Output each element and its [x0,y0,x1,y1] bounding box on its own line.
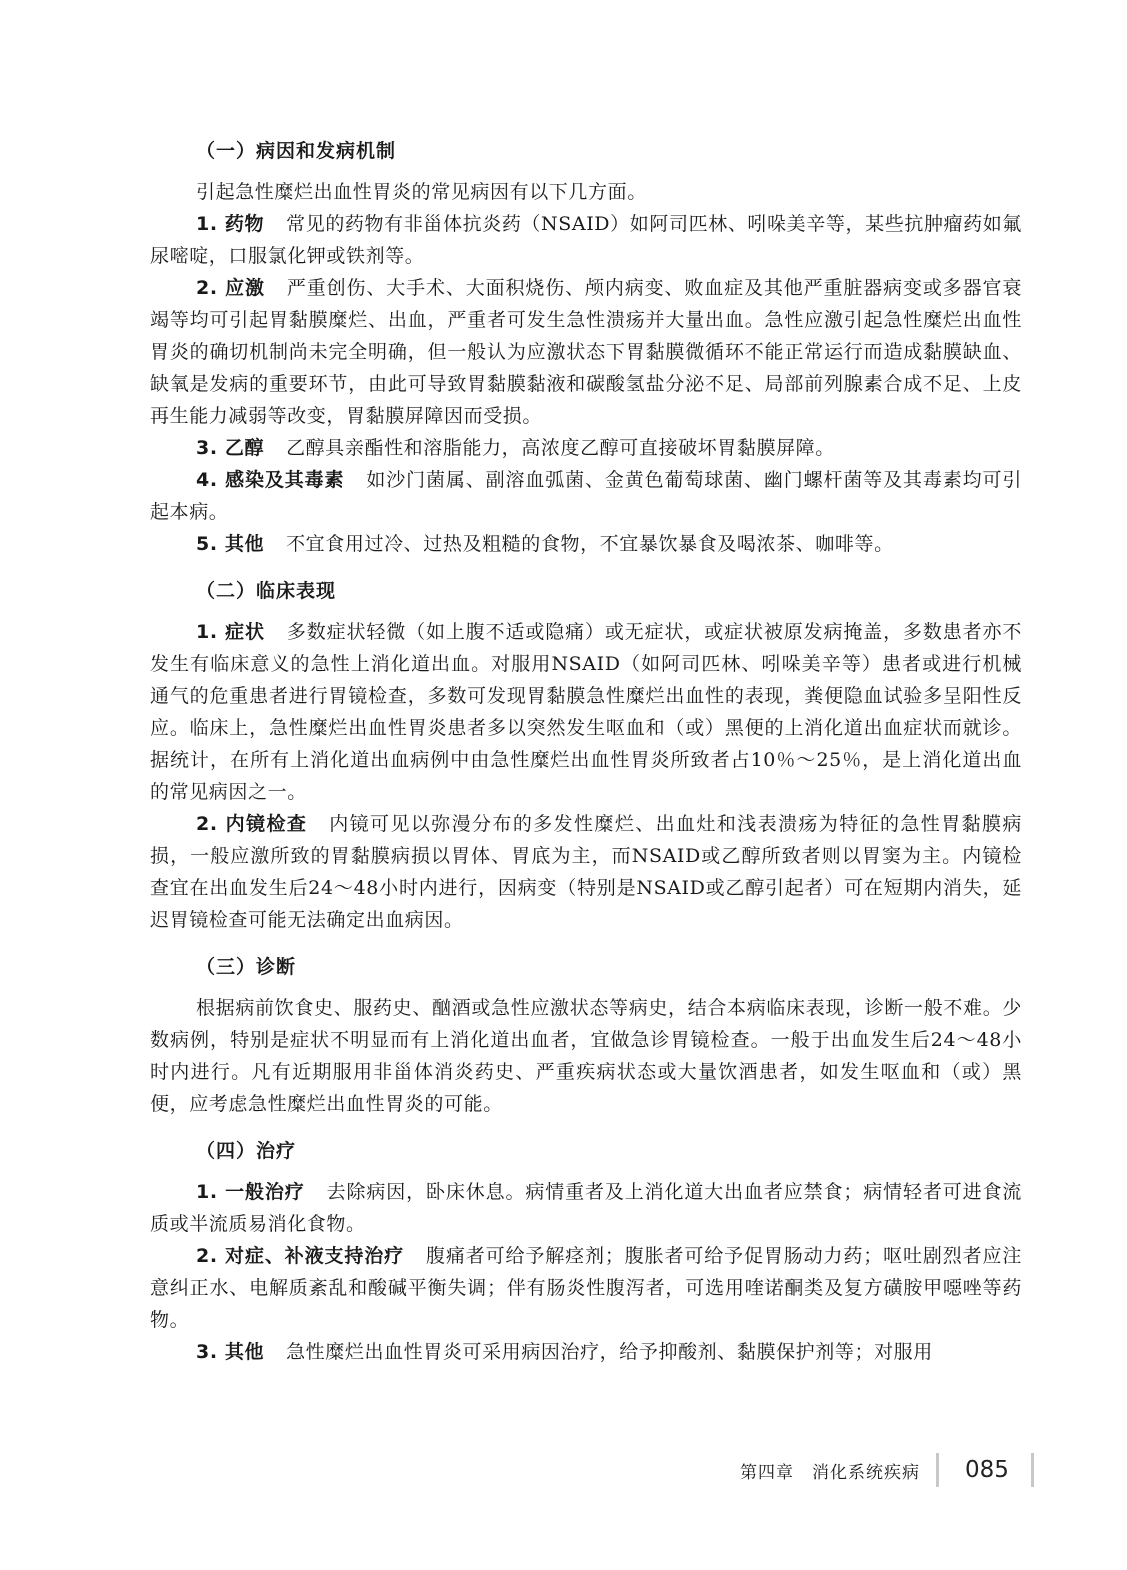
paragraph [150,528,1022,560]
footer-chapter-title: 第四章 消化系统疾病 [740,1462,920,1483]
section-etiology [150,136,1022,560]
section-diagnosis [150,952,1022,1120]
paragraph-text: 腹痛者可给予解痉剂；腹胀者可给予促胃肠动力药；呕吐剧烈者应注意纠正水、电解质紊乱和酸碱平衡失调；伴有肠炎性腹泻者，可选用喹诺酮类及复方磺胺甲噁唑等药物。 [150,1245,1022,1331]
paragraph-lead: 1. 症状 [196,621,265,643]
paragraph [150,1240,1022,1336]
paragraph-lead: 4. 感染及其毒素 [196,469,345,491]
paragraph [150,808,1022,936]
paragraph-text: 乙醇具亲酯性和溶脂能力，高浓度乙醇可直接破坏胃黏膜屏障。 [286,437,835,459]
paragraph [150,1336,1022,1368]
paragraph [150,432,1022,464]
paragraph-text: 急性糜烂出血性胃炎可采用病因治疗，给予抑酸剂、黏膜保护剂等；对服用 [286,1341,933,1363]
paragraph-lead: 5. 其他 [196,533,265,555]
paragraph-text: 去除病因，卧床休息。病情重者及上消化道大出血者应禁食；病情轻者可进食流质或半流质易消化食物。 [150,1181,1022,1235]
section-heading: （四）治疗 [196,1140,297,1162]
section-treatment [150,1136,1022,1368]
paragraph [150,464,1022,528]
paragraph-text: 如沙门菌属、副溶血弧菌、金黄色葡萄球菌、幽门螺杆菌等及其毒素均可引起本病。 [150,469,1023,523]
section-heading: （二）临床表现 [196,580,337,602]
paragraph-lead: 2. 内镜检查 [196,813,308,835]
paragraph-lead: 1. 一般治疗 [196,1181,305,1203]
paragraph-text: 根据病前饮食史、服药史、酗酒或急性应激状态等病史，结合本病临床表现，诊断一般不难。少数病例，特别是症状不明显而有上消化道出血者，宜做急诊胃镜检查。一般于出血发生后24～48小时内进行。凡有近期服用非甾体消炎药史、严重疾病状态或大量饮酒患者，如发生呕血和（或）黑便，应考虑急性糜烂出血性胃炎的可能。 [150,997,1022,1115]
page-footer [740,1452,1034,1488]
paragraph [150,176,1022,208]
page-body [150,130,1022,1368]
section-heading: （一）病因和发病机制 [196,140,397,162]
paragraph-text: 多数症状轻微（如上腹不适或隐痛）或无症状，或症状被原发病掩盖，多数患者亦不发生有临床意义的急性上消化道出血。对服用NSAID（如阿司匹林、吲哚美辛等）患者或进行机械通气的危重患者进行胃镜检查，多数可发现胃黏膜急性糜烂出血性的表现，粪便隐血试验多呈阳性反应。临床上，急性糜烂出血性胃炎患者多以突然发生呕血和（或）黑便的上消化道出血症状而就诊。据统计，在所有上消化道出血病例中由急性糜烂出血性胃炎所致者占10％～25％，是上消化道出血的常见病因之一。 [150,621,1023,803]
paragraph-text: 严重创伤、大手术、大面积烧伤、颅内病变、败血症及其他严重脏器病变或多器官衰竭等均可引起胃黏膜糜烂、出血，严重者可发生急性溃疡并大量出血。急性应激引起急性糜烂出血性胃炎的确切机制尚未完全明确，但一般认为应激状态下胃黏膜微循环不能正常运行而造成黏膜缺血、缺氧是发病的重要环节，由此可导致胃黏膜黏液和碳酸氢盐分泌不足、局部前列腺素合成不足、上皮再生能力减弱等改变，胃黏膜屏障因而受损。 [150,277,1023,427]
paragraph-text: 不宜食用过冷、过热及粗糙的食物，不宜暴饮暴食及喝浓茶、咖啡等。 [286,533,894,555]
paragraph [150,272,1022,432]
section-clinical [150,576,1022,936]
page-number: 085 [965,1457,1009,1483]
paragraph [150,992,1022,1120]
paragraph [150,208,1022,272]
paragraph-lead: 1. 药物 [196,213,265,235]
paragraph-lead: 3. 其他 [196,1341,265,1363]
paragraph-text: 内镜可见以弥漫分布的多发性糜烂、出血灶和浅表溃疡为特征的急性胃黏膜病损，一般应激所致的胃黏膜病损以胃体、胃底为主，而NSAID或乙醇所致者则以胃窦为主。内镜检查宜在出血发生后24～48小时内进行，因病变（特别是NSAID或乙醇引起者）可在短期内消失，延迟胃镜检查可能无法确定出血病因。 [150,813,1022,931]
paragraph-lead: 3. 乙醇 [196,437,265,459]
paragraph-text: 引起急性糜烂出血性胃炎的常见病因有以下几方面。 [196,181,647,203]
paragraph [150,616,1022,808]
paragraph [150,1176,1022,1240]
section-heading: （三）诊断 [196,956,297,978]
paragraph-lead: 2. 应激 [196,277,265,299]
paragraph-text: 常见的药物有非甾体抗炎药（NSAID）如阿司匹林、吲哚美辛等，某些抗肿瘤药如氟尿嘧啶，口服氯化钾或铁剂等。 [150,213,1022,267]
paragraph-lead: 2. 对症、补液支持治疗 [196,1245,405,1267]
footer-divider [1031,1453,1034,1487]
